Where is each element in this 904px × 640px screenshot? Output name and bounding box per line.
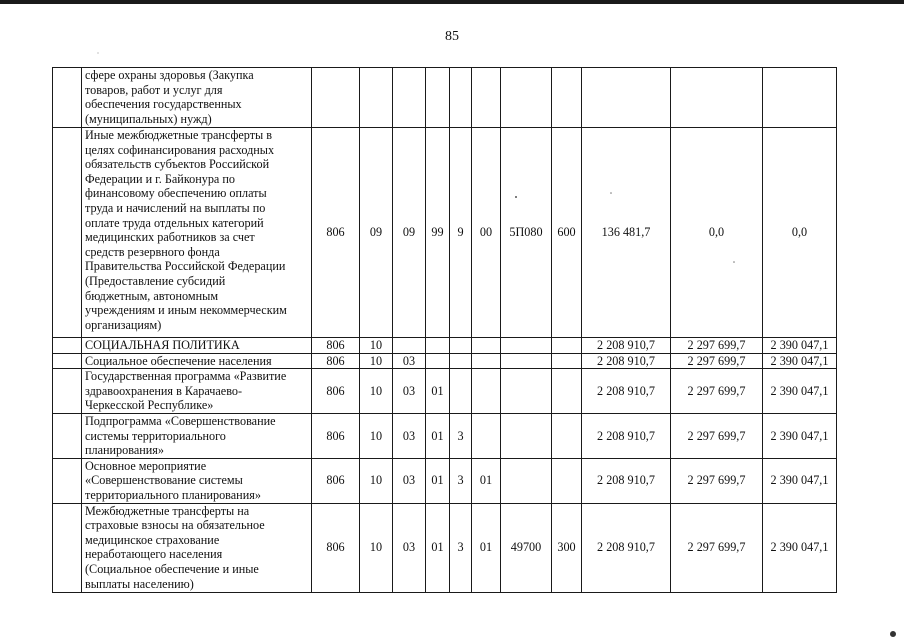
row-index-cell bbox=[53, 458, 82, 503]
scan-speck bbox=[97, 52, 98, 53]
row-value-cell: 10 bbox=[360, 503, 393, 592]
row-name-line: Иные межбюджетные трансферты в bbox=[85, 128, 273, 142]
row-name-line: Социальное обеспечение населения bbox=[85, 353, 272, 368]
row-index-cell bbox=[53, 68, 82, 128]
budget-table bbox=[52, 67, 837, 593]
table-row bbox=[53, 338, 837, 354]
row-index-cell bbox=[53, 353, 82, 369]
row-value-cell: 2 297 699,7 bbox=[671, 413, 763, 458]
row-name-line: Основное мероприятие bbox=[85, 458, 207, 473]
row-value-cell: 2 208 910,7 bbox=[582, 413, 671, 458]
row-value-cell: 806 bbox=[312, 353, 360, 369]
row-value-cell: 806 bbox=[312, 338, 360, 354]
row-index-cell bbox=[53, 413, 82, 458]
row-value-cell: 3 bbox=[450, 458, 472, 503]
row-value-cell bbox=[552, 353, 582, 369]
row-value-cell bbox=[501, 413, 552, 458]
row-value-cell: 01 bbox=[472, 503, 501, 592]
row-value-cell bbox=[472, 369, 501, 414]
row-value-cell bbox=[472, 413, 501, 458]
row-value-cell: 2 297 699,7 bbox=[671, 338, 763, 354]
row-value-cell: 0,0 bbox=[763, 128, 837, 338]
row-value-cell: 600 bbox=[552, 128, 582, 338]
row-value-cell: 2 208 910,7 bbox=[582, 369, 671, 414]
row-value-cell: 99 bbox=[426, 128, 450, 338]
row-value-cell: 2 297 699,7 bbox=[671, 369, 763, 414]
table-row bbox=[53, 458, 837, 503]
row-value-cell: 09 bbox=[393, 128, 426, 338]
row-value-cell: 806 bbox=[312, 128, 360, 338]
row-value-cell: 806 bbox=[312, 413, 360, 458]
row-index-cell bbox=[53, 503, 82, 592]
row-name-line: товаров, работ и услуг для bbox=[85, 82, 223, 97]
row-name-line: СОЦИАЛЬНАЯ ПОЛИТИКА bbox=[85, 338, 240, 352]
row-value-cell: 2 390 047,1 bbox=[763, 458, 837, 503]
row-value-cell: 2 297 699,7 bbox=[671, 503, 763, 592]
row-value-cell bbox=[552, 68, 582, 128]
row-value-cell: 10 bbox=[360, 413, 393, 458]
row-value-cell: 806 bbox=[312, 458, 360, 503]
row-index-cell bbox=[53, 128, 82, 338]
row-value-cell bbox=[552, 369, 582, 414]
row-value-cell: 03 bbox=[393, 413, 426, 458]
row-name-cell bbox=[82, 458, 312, 503]
table-row bbox=[53, 503, 837, 592]
row-value-cell: 01 bbox=[426, 458, 450, 503]
row-value-cell bbox=[450, 338, 472, 354]
row-value-cell bbox=[763, 68, 837, 128]
row-name-line: средств резервного фонда bbox=[85, 244, 220, 259]
row-name-line: страховые взносы на обязательное bbox=[85, 518, 265, 533]
row-value-cell: 03 bbox=[393, 458, 426, 503]
row-name-line: целях софинансирования расходных bbox=[85, 142, 275, 157]
row-value-cell: 03 bbox=[393, 503, 426, 592]
scan-speck bbox=[890, 631, 896, 637]
row-value-cell bbox=[501, 338, 552, 354]
row-value-cell: 03 bbox=[393, 353, 426, 369]
row-value-cell bbox=[472, 353, 501, 369]
row-value-cell bbox=[552, 458, 582, 503]
row-index-cell bbox=[53, 369, 82, 414]
row-value-cell: 10 bbox=[360, 338, 393, 354]
row-name-line: неработающего населения bbox=[85, 547, 223, 562]
row-name-line: бюджетным, автономным bbox=[85, 288, 219, 303]
row-name-line: Подпрограмма «Совершенствование bbox=[85, 413, 276, 428]
row-name-line: (Социальное обеспечение и иные bbox=[85, 561, 259, 576]
row-value-cell bbox=[472, 338, 501, 354]
row-value-cell: 01 bbox=[426, 503, 450, 592]
row-value-cell bbox=[582, 68, 671, 128]
row-name-line: планирования» bbox=[85, 443, 164, 458]
row-value-cell: 2 208 910,7 bbox=[582, 458, 671, 503]
row-name-cell bbox=[82, 128, 312, 338]
table-row bbox=[53, 68, 837, 128]
row-value-cell: 2 208 910,7 bbox=[582, 503, 671, 592]
row-value-cell: 00 bbox=[472, 128, 501, 338]
row-value-cell bbox=[472, 68, 501, 128]
page-number: 85 bbox=[445, 29, 459, 44]
row-value-cell: 2 208 910,7 bbox=[582, 353, 671, 369]
row-value-cell: 806 bbox=[312, 369, 360, 414]
row-value-cell: 2 390 047,1 bbox=[763, 413, 837, 458]
row-name-cell bbox=[82, 68, 312, 128]
row-value-cell bbox=[426, 338, 450, 354]
row-name-line: Черкесской Республике» bbox=[85, 398, 214, 413]
row-value-cell bbox=[501, 68, 552, 128]
row-value-cell: 01 bbox=[472, 458, 501, 503]
row-value-cell bbox=[501, 458, 552, 503]
row-value-cell: 2 297 699,7 bbox=[671, 458, 763, 503]
row-value-cell bbox=[450, 369, 472, 414]
row-name-line: обязательств субъектов Российской bbox=[85, 157, 270, 172]
row-value-cell: 2 390 047,1 bbox=[763, 353, 837, 369]
row-value-cell bbox=[426, 68, 450, 128]
row-value-cell bbox=[393, 338, 426, 354]
row-value-cell bbox=[450, 353, 472, 369]
row-value-cell: 09 bbox=[360, 128, 393, 338]
row-name-cell bbox=[82, 503, 312, 592]
row-value-cell: 10 bbox=[360, 353, 393, 369]
row-value-cell: 0,0 bbox=[671, 128, 763, 338]
top-border-rule bbox=[0, 0, 904, 4]
table-row bbox=[53, 413, 837, 458]
row-name-cell bbox=[82, 369, 312, 414]
row-name-line: организациям) bbox=[85, 317, 162, 332]
row-value-cell bbox=[393, 68, 426, 128]
table-row bbox=[53, 128, 837, 338]
row-name-cell bbox=[82, 338, 312, 354]
row-value-cell: 5П080 bbox=[501, 128, 552, 338]
row-value-cell: 9 bbox=[450, 128, 472, 338]
row-name-line: учреждениям и иным некоммерческим bbox=[85, 303, 287, 318]
row-value-cell: 01 bbox=[426, 369, 450, 414]
row-name-line: медицинское страхование bbox=[85, 532, 220, 547]
row-name-line: труда и начислений на выплаты по bbox=[85, 200, 266, 215]
row-name-line: выплаты населению) bbox=[85, 576, 194, 591]
row-name-line: системы территориального bbox=[85, 428, 226, 443]
row-name-line: сфере охраны здоровья (Закупка bbox=[85, 68, 254, 82]
row-name-line: здравоохранения в Карачаево- bbox=[85, 383, 243, 398]
row-name-line: Государственная программа «Развитие bbox=[85, 369, 287, 384]
row-value-cell bbox=[552, 338, 582, 354]
row-value-cell: 2 297 699,7 bbox=[671, 353, 763, 369]
row-value-cell bbox=[501, 353, 552, 369]
row-value-cell bbox=[426, 353, 450, 369]
row-name-line: Правительства Российской Федерации bbox=[85, 259, 286, 274]
row-name-line: обеспечения государственных bbox=[85, 97, 242, 112]
table-row bbox=[53, 369, 837, 414]
row-value-cell: 2 390 047,1 bbox=[763, 503, 837, 592]
table-body bbox=[53, 68, 837, 593]
row-name-cell bbox=[82, 353, 312, 369]
row-name-line: Федерации и г. Байконура по bbox=[85, 171, 235, 186]
row-value-cell bbox=[312, 68, 360, 128]
table-row bbox=[53, 353, 837, 369]
row-name-line: медицинских работников за счет bbox=[85, 230, 255, 245]
row-name-line: Межбюджетные трансферты на bbox=[85, 503, 250, 518]
row-value-cell bbox=[671, 68, 763, 128]
row-value-cell: 2 208 910,7 bbox=[582, 338, 671, 354]
row-value-cell: 10 bbox=[360, 458, 393, 503]
row-value-cell bbox=[501, 369, 552, 414]
row-value-cell bbox=[552, 413, 582, 458]
row-name-line: финансовому обеспечению оплаты bbox=[85, 186, 267, 201]
row-index-cell bbox=[53, 338, 82, 354]
row-value-cell: 3 bbox=[450, 503, 472, 592]
row-value-cell: 03 bbox=[393, 369, 426, 414]
row-value-cell: 3 bbox=[450, 413, 472, 458]
row-name-cell bbox=[82, 413, 312, 458]
row-name-line: (Предоставление субсидий bbox=[85, 273, 226, 288]
row-value-cell bbox=[360, 68, 393, 128]
row-value-cell: 300 bbox=[552, 503, 582, 592]
row-value-cell: 49700 bbox=[501, 503, 552, 592]
row-name-line: оплате труда отдельных категорий bbox=[85, 215, 264, 230]
row-value-cell: 2 390 047,1 bbox=[763, 338, 837, 354]
row-name-line: (муниципальных) нужд) bbox=[85, 111, 212, 126]
row-value-cell: 806 bbox=[312, 503, 360, 592]
row-value-cell: 10 bbox=[360, 369, 393, 414]
row-name-line: «Совершенствование системы bbox=[85, 473, 243, 488]
row-value-cell: 136 481,7 bbox=[582, 128, 671, 338]
row-value-cell: 01 bbox=[426, 413, 450, 458]
row-value-cell: 2 390 047,1 bbox=[763, 369, 837, 414]
row-name-line: территориального планирования» bbox=[85, 487, 261, 502]
row-value-cell bbox=[450, 68, 472, 128]
